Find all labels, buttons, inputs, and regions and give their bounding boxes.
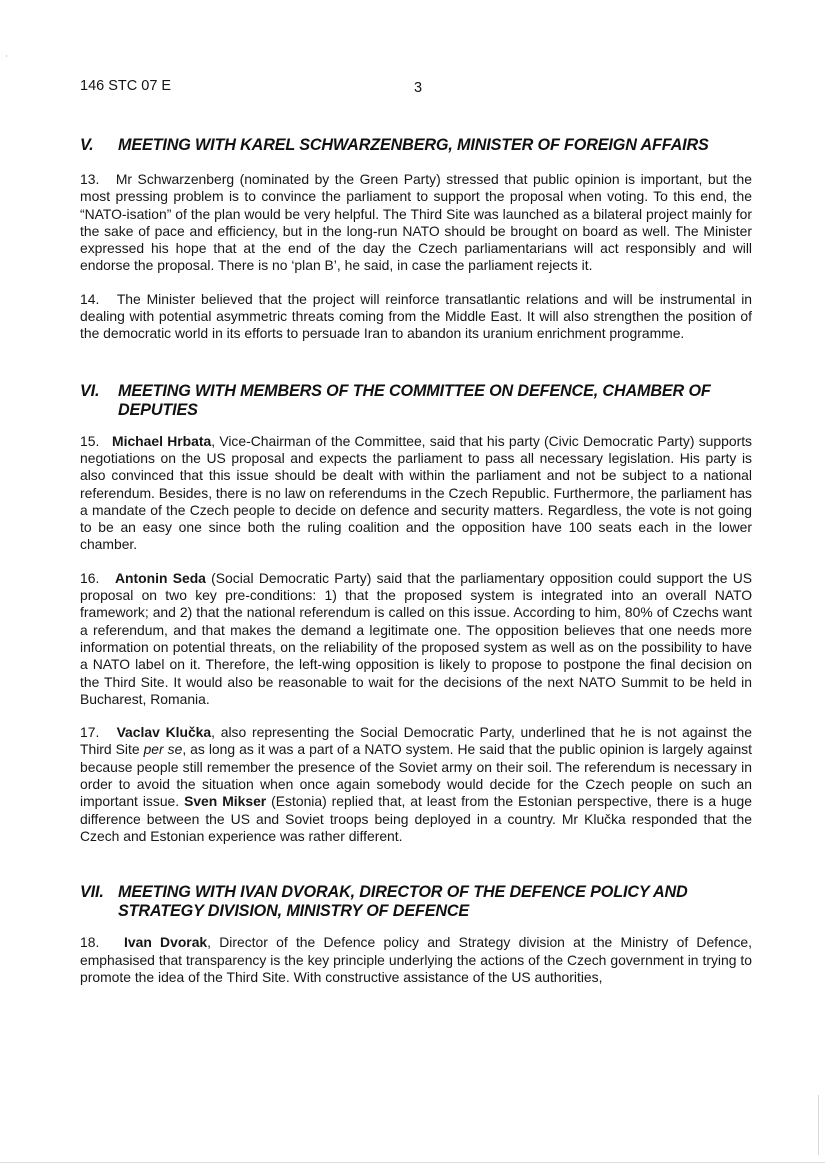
speaker-name: Vaclav Klučka [116, 724, 212, 741]
paragraph-16 [80, 570, 752, 708]
paragraph-number: 16. [80, 569, 100, 586]
paragraph-number: 14. [80, 290, 100, 307]
paragraph-number: 17. [80, 724, 100, 741]
paragraph-15 [80, 433, 752, 554]
section-number: VII. [80, 883, 104, 902]
paragraph-text: , also representing the Social Democratic Party, underlined that he is not against the Third Site [80, 724, 752, 758]
paragraph-number: 18. [80, 934, 100, 951]
section-number: VI. [80, 381, 100, 400]
speaker-name-2: Sven Mikser [184, 793, 267, 810]
speaker-name: Michael Hrbata [112, 432, 212, 449]
paragraph-text: (Estonia) replied that, at least from the Estonian perspective, there is a huge difference between the US and Soviet troops being deployed in a country. Mr Klučka responded that the Czech and Estonian experience was rather different. [80, 793, 752, 844]
paragraph-text: The Minister believed that the project will reinforce transatlantic relations and will be instrumental in dealing with potential asymmetric threats coming from the Middle East. It will also strengthen the position of the democratic world in its efforts to persuade Iran to abandon its uranium enrichment programme. [80, 290, 753, 342]
document-reference: 146 STC 07 E [80, 78, 172, 94]
document-body [80, 134, 752, 986]
paragraph-18 [80, 934, 752, 986]
section-heading-v [80, 136, 752, 155]
section-heading-vii [80, 883, 752, 921]
paragraph-17 [80, 724, 752, 845]
section-title-line-2: DEPUTIES [118, 400, 198, 419]
scan-bottom-edge [0, 1162, 825, 1163]
section-heading-vi [80, 382, 752, 420]
speaker-name: Antonin Seda [115, 569, 206, 586]
page-number: 3 [414, 80, 423, 96]
page-header [80, 78, 752, 98]
speaker-name: Ivan Dvorak [124, 934, 208, 951]
section-title: MEETING WITH KAREL SCHWARZENBERG, MINISTER OF FOREIGN AFFAIRS [118, 136, 709, 154]
section-number: V. [80, 136, 94, 154]
section-title [118, 382, 752, 420]
paragraph-text: , Vice-Chairman of the Committee, said that his party (Civic Democratic Party) supports negotiations on the US proposal and expects the parliament to pass all necessary legislation. His party is also convinced that this issue should be dealt with within the parliament and not be subject to a national referendum. Besides, there is no law on referendums in the Czech Republic. Furthermore, the parliament has a mandate of the Czech people to decide on defence and security matters. Regardless, the vote is not going to be an easy one since both the ruling coalition and the opposition have 100 seats each in the lower chamber. [80, 432, 753, 553]
paragraph-14 [80, 291, 752, 343]
paragraph-number: 13. [80, 171, 100, 187]
scan-speck [6, 55, 7, 57]
italic-phrase: per se [143, 741, 183, 758]
section-title-line-1: MEETING WITH IVAN DVORAK, DIRECTOR OF THE DEFENCE POLICY AND [118, 883, 688, 902]
paragraph-number: 15. [80, 432, 100, 449]
paragraph-text: , Director of the Defence policy and Strategy division at the Ministry of Defence, emphasised that transparency is the key principle underlying the actions of the Czech government in trying to promote the idea of the Third Site. With constructive assistance of the US authorities, [80, 934, 753, 985]
scan-margin-mark [818, 1095, 819, 1155]
paragraph-text: , as long as it was a part of a NATO system. He said that the public opinion is largely against because people still remember the presence of the Soviet army on their soil. The referendum is necessary in order to avoid the situation when once again somebody would decide for the Czech people on such an important issue. [80, 741, 752, 810]
section-title-line-2: STRATEGY DIVISION, MINISTRY OF DEFENCE [118, 902, 470, 921]
section-title [118, 883, 752, 921]
paragraph-text: Mr Schwarzenberg (nominated by the Green Party) stressed that public opinion is important, but the most pressing problem is to convince the parliament to support the proposal when voting. To this end, the “NATO-isation” of the plan would be very helpful. The Third Site was launched as a bilateral project mainly for the sake of pace and efficiency, but in the long-run NATO should be brought on board as well. The Minister expressed his hope that at the end of the day the Czech parliamentarians will act responsibly and will endorse the proposal. There is no ‘plan B’, he said, in case the parliament rejects it. [80, 171, 752, 274]
section-title-line-1: MEETING WITH MEMBERS OF THE COMMITTEE ON DEFENCE, CHAMBER OF [118, 381, 711, 400]
paragraph-13 [80, 171, 752, 275]
paragraph-text: (Social Democratic Party) said that the parliamentary opposition could support the US proposal on two key pre-conditions: 1) that the proposed system is integrated into an overall NATO framework; and 2) that the national referendum is called on this issue. According to him, 80% of Czechs want a referendum, and that makes the demand a legitimate one. The opposition believes that one needs more information on potential threats, on the reliability of the proposed system as well as on the possibility to have a NATO label on it. Therefore, the left-wing opposition is likely to propose to postpone the final decision on the Third Site. It would also be reasonable to wait for the decisions of the next NATO Summit to be held in Bucharest, Romania. [80, 569, 752, 707]
